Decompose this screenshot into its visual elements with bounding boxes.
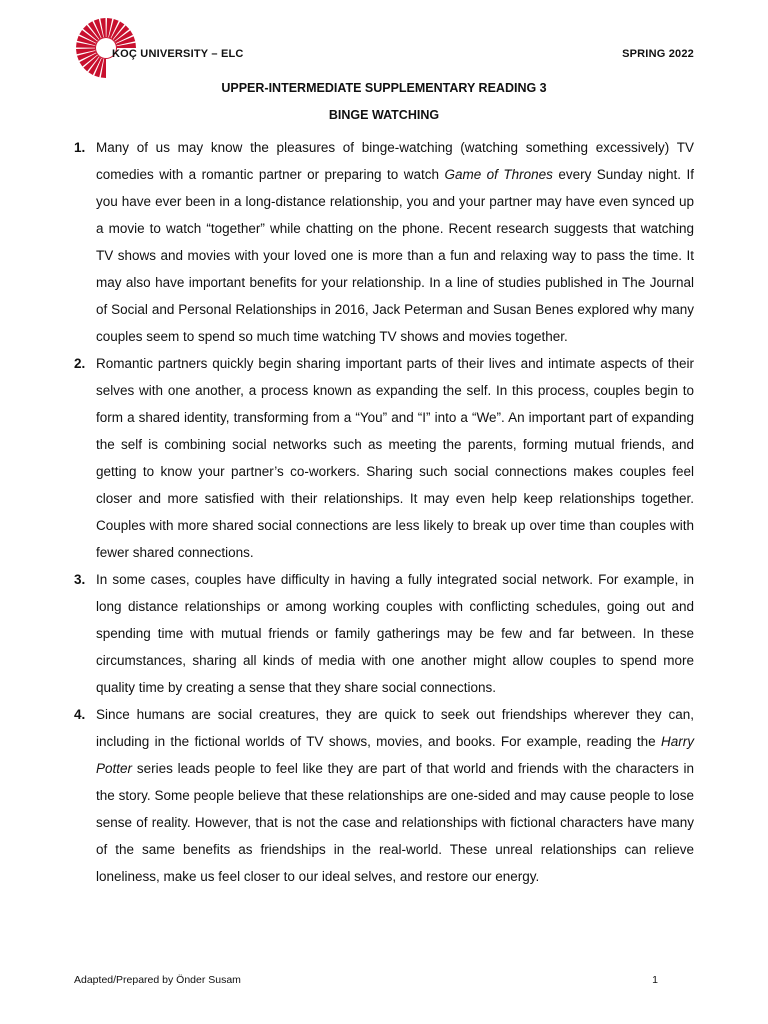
paragraph-2 (74, 350, 694, 566)
page-number: 1 (652, 974, 658, 986)
reading-body (74, 134, 694, 890)
paragraph-number: 3. (74, 572, 86, 587)
koc-university-logo-icon (72, 14, 136, 78)
paragraph-3 (74, 566, 694, 701)
paragraph-text: In some cases, couples have difficulty in having a fully integrated social network. For example, in long distance relationships or among working couples with conflicting schedules, going out and spending time with mutual friends or family gatherings may be few and far between. In these circumstances, sharing all kinds of media with one another might allow couples to spend more quality time by creating a sense that they share social connections. (96, 572, 694, 695)
footer-credit: Adapted/Prepared by Önder Susam (74, 974, 241, 986)
term-label: SPRING 2022 (622, 48, 694, 60)
paragraph-1 (74, 134, 694, 350)
paragraph-4 (74, 701, 694, 890)
paragraph-number: 4. (74, 707, 86, 722)
document-subtitle: BINGE WATCHING (328, 108, 440, 122)
institution-name: KOÇ UNIVERSITY – ELC (112, 48, 244, 60)
paragraph-text: Many of us may know the pleasures of binge-watching (watching something excessively) TV comedies with a romantic partner or preparing to watch Game of Thrones every Sunday night. If you have ever been in a long-distance relationship, you and your partner may have even synced up a movie to watch “together” while chatting on the phone. Recent research suggests that watching TV shows and movies with your loved one is more than a fun and relaxing way to pass the time. It may also have important benefits for your relationship. In a line of studies published in The Journal of Social and Personal Relationships in 2016, Jack Peterman and Susan Benes explored why many couples seem to spend so much time watching TV shows and movies together. (96, 140, 695, 344)
italic-title: Harry Potter (96, 734, 694, 776)
italic-title: Game of Thrones (444, 167, 553, 182)
paragraph-number: 2. (74, 356, 86, 371)
paragraph-text: Since humans are social creatures, they are quick to seek out friendships wherever they can, including in the fictional worlds of TV shows, movies, and books. For example, reading the Harry Potter series leads people to feel like they are part of that world and friends with the characters in the story. Some people believe that these relationships are one-sided and may cause people to lose sense of reality. However, that is not the case and relationships with fictional characters have many of the same benefits as friendships in the real-world. These unreal relationships can relieve loneliness, make us feel closer to our ideal selves, and restore our energy. (96, 707, 694, 884)
paragraph-number: 1. (74, 140, 86, 155)
document-title: UPPER-INTERMEDIATE SUPPLEMENTARY READING 3 (221, 81, 547, 95)
paragraph-text: Romantic partners quickly begin sharing important parts of their lives and intimate aspects of their selves with one another, a process known as expanding the self. In this process, couples begin to form a shared identity, transforming from a “You” and “I” into a “We”. An important part of expanding the self is combining social networks such as meeting the parents, forming mutual friends, and getting to know your partner’s co-workers. Sharing such social connections makes couples feel closer and more satisfied with their relationships. It may even help keep relationships together. Couples with more shared social connections are less likely to break up over time than couples with fewer shared connections. (96, 356, 694, 560)
